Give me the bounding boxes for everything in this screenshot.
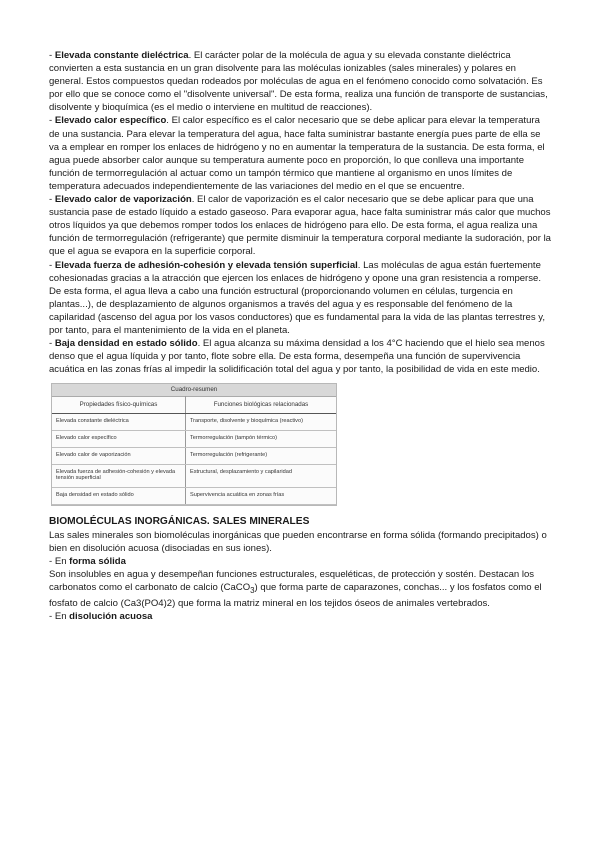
property-title: Baja densidad en estado sólido — [54, 338, 198, 350]
table-cell: Elevado calor de vaporización — [52, 448, 185, 465]
summary-table-title: Cuadro-resumen — [52, 384, 336, 396]
property-body: . El calor de vaporización es el calor necesario que se debe aplicar para que una sustancia pase de estado líquido a estado gaseoso. Para evaporar agua, hace falta suministrar más calor que muchos otros líquidos ya que debemos romper todos los enlaces de hidrógeno para ello. De esta forma, el agua realiza una función de termorregulación (refrigerante) que permite disminuir la temperatura corporal mediante la sudoración, por la que el agua se evapora en la superficie corporal. — [49, 194, 551, 258]
table-cell: Supervivencia acuática en zonas frías — [185, 488, 336, 505]
list-dash: - En — [49, 556, 70, 568]
property-title: Elevado calor de vaporización — [54, 194, 192, 206]
subsection-title: disolución acuosa — [69, 611, 153, 623]
property-paragraph — [49, 259, 552, 338]
solid-paragraph — [49, 568, 552, 610]
table-row — [52, 448, 336, 465]
solid-text: Son insolubles en agua y desempeñan funciones estructurales, esqueléticas, de protección y sostén. Destacan los carbonatos como el carbonato de calcio (CaCO — [49, 569, 535, 594]
table-cell: Termorregulación (tampón térmico) — [185, 431, 336, 448]
section-heading: BIOMOLÉCULAS INORGÁNICAS. SALES MINERALES — [49, 516, 310, 528]
property-paragraph — [49, 337, 552, 376]
list-dash: - — [49, 338, 55, 350]
table-cell: Estructural, desplazamiento y capilaridad — [185, 465, 336, 488]
table-cell: Baja densidad en estado sólido — [52, 488, 185, 505]
table-header-row — [52, 397, 336, 414]
table-cell: Elevada constante dieléctrica — [52, 414, 185, 431]
column-header: Propiedades físico-químicas — [52, 397, 185, 414]
subsection-title: forma sólida — [69, 556, 126, 568]
section-intro: Las sales minerales son biomoléculas inorgánicas que pueden encontrarse en forma sólida (formando precipitados) o bien en disolución acuosa (disociadas en sus iones). — [49, 529, 547, 554]
property-title: Elevado calor específico — [54, 115, 167, 127]
column-header: Funciones biológicas relacionadas — [185, 397, 336, 414]
table-cell: Termorregulación (refrigerante) — [185, 448, 336, 465]
list-dash: - En — [49, 611, 70, 623]
subsection-solid-label — [49, 555, 552, 568]
property-body: . Las moléculas de agua están fuertemente cohesionadas gracias a la atracción que ejercen los enlaces de hidrógeno y opone una gran resistencia a romperse. De esta forma, el agua lleva a cabo una función estructural (proporcionando volumen en células, turgencia en plantas...), de desplazamiento de algunos organismos a través del agua y es responsable del fenómeno de la capilaridad (ascenso del agua por los vasos conductores) que es fundamental para la vida de las plantas terrestres y, por tanto, para el mantenimiento de la vida en el planeta. — [49, 259, 546, 336]
list-dash: - — [49, 50, 55, 61]
list-dash: - — [49, 259, 55, 271]
solid-text: ) que forma parte de caparazones, conchas... y los fosfatos como el fosfato de calcio (Ca3(PO4)2) que forma la matriz mineral en los tejidos óseos de animales vertebrados. — [49, 582, 542, 610]
table-cell: Elevada fuerza de adhesión-cohesión y elevada tensión superficial — [52, 465, 185, 488]
table-row — [52, 414, 336, 431]
table-cell: Elevado calor específico — [52, 431, 185, 448]
summary-table — [52, 396, 336, 505]
table-row — [52, 431, 336, 448]
list-dash: - — [49, 194, 55, 206]
table-cell: Transporte, disolvente y bioquímica (reactivo) — [185, 414, 336, 431]
property-title: Elevada fuerza de adhesión-cohesión y elevada tensión superficial — [54, 259, 358, 271]
table-row — [52, 465, 336, 488]
subscript: 3 — [250, 586, 255, 596]
property-title: Elevada constante dieléctrica — [54, 50, 189, 61]
summary-table-image — [51, 383, 337, 506]
document-page — [49, 49, 552, 623]
table-row — [52, 488, 336, 505]
list-dash: - — [49, 115, 55, 127]
property-body: . El calor específico es el calor necesario que se debe aplicar para elevar la temperatura de una sustancia. Para elevar la temperatura del agua, hace falta suministrar bastante energía pues parte de ella se va a emplear en romper los enlaces de hidrógeno y no en aumentar la temperatura de la sustancia. De esta forma, el agua puede absorber calor aunque su temperatura aumente poco en proporción, lo que conlleva una importante función de termorregulación al actuar como un tampón térmico que mantiene al organismo en unos límites de temperatura adecuados independientemente de las variaciones del medio en el que se encuentre. — [49, 115, 545, 192]
property-body: . El carácter polar de la molécula de agua y su elevada constante dieléctrica convierten a esta sustancia en un gran disolvente para las moléculas ionizables (sales minerales) y polares en general. Estos compuestos quedan rodeados por moléculas de agua en el fenómeno conocido como solvatación. Es por ello que se conoce como el "disolvente universal". De esta forma, realiza una función de transporte de sustancias, disolvente y bioquímica (es el medio o interviene en multitud de reacciones). — [49, 50, 548, 114]
property-paragraph — [49, 49, 552, 114]
property-body: . El agua alcanza su máxima densidad a los 4°C haciendo que el hielo sea menos denso que el agua líquida y por tanto, flote sobre ella. De esta forma, desempeña una función de supervivencia acuática en las zonas frías al impedir la solidificación total del agua y por tanto, la posibilidad de vida en este medio. — [49, 338, 545, 376]
property-paragraph — [49, 193, 552, 258]
subsection-dissolved-label — [49, 610, 552, 623]
property-paragraph — [49, 114, 552, 193]
